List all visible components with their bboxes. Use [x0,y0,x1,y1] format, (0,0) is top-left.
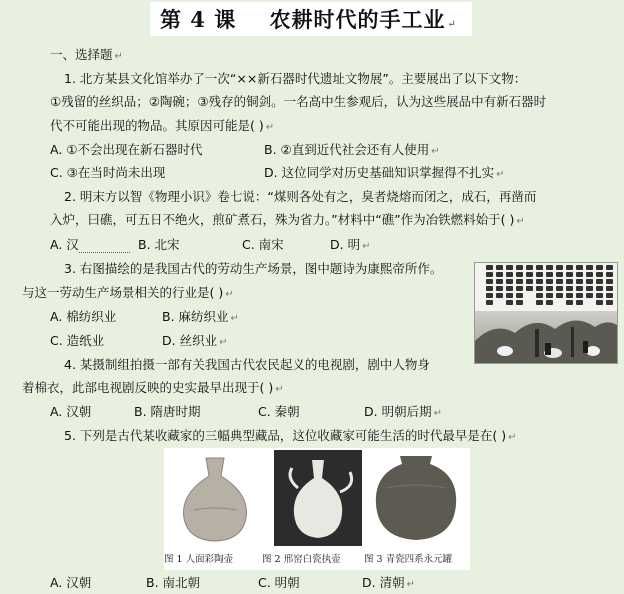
artifact-figures [164,448,470,570]
section-heading-text: 一、选择题 [50,47,113,62]
tree-and-figures-scene [475,311,617,363]
q1-option-b-text: B. ②直到近代社会还有人使用 [264,142,430,157]
q2-line2 [50,211,525,231]
q3-line2-text: 与这一劳动生产场景相关的行业是( ) [22,285,224,300]
q2-line2-text: 入炉，曰礁，可五日不绝火，煎矿煮石，殊为省力。”材料中“礁”作为冶铁燃料始于( ) [50,212,515,227]
q4-option-a: A. 汉朝 [50,404,92,419]
q1-option-b [264,141,440,161]
q2-option-d-text: D. 明 [330,237,361,252]
q3-option-b [162,308,239,328]
paragraph-mark-icon: ↵ [406,579,415,590]
section-heading [50,46,123,66]
paragraph-mark-icon: ↵ [230,313,239,324]
q4-option-b: B. 隋唐时期 [134,404,201,419]
paragraph-mark-icon: ↵ [447,19,457,30]
q4-option-d [364,403,442,423]
paragraph-mark-icon: ↵ [431,146,440,157]
q2-option-a [50,236,130,254]
q3-line2 [22,284,234,304]
q1-option-d-text: D. 这位同学对历史基础知识掌握得不扎实 [264,165,495,180]
celadon-four-lug-jar [376,456,456,540]
q4-line1: 4. 某摄制组拍摄一部有关我国古代农民起义的电视剧，剧中人物身 [64,357,430,372]
q4-line2-text: 着棉衣，此部电视剧反映的史实最早出现于( ) [22,380,274,395]
figure2-caption: 图 2 邢窑白瓷执壶 [262,554,341,565]
page-title [160,4,457,34]
q3-option-d-text: D. 丝织业 [162,333,218,348]
q2-option-a-text: A. 汉 [50,237,79,252]
labor-scene-painting [474,262,618,364]
q5-option-a: A. 汉朝 [50,575,92,590]
q5-line1 [64,427,517,447]
paragraph-mark-icon: ↵ [219,337,228,348]
figure1-caption: 图 1 人面彩陶壶 [164,554,234,565]
q1-option-a: A. ①不会出现在新石器时代 [50,142,203,157]
q5-option-b: B. 南北朝 [146,575,201,590]
paragraph-mark-icon: ↵ [433,408,442,419]
paragraph-mark-icon: ↵ [496,169,505,180]
q5-option-d [362,574,415,594]
title-text: 第 4 课 农耕时代的手工业 [160,7,446,32]
q3-option-d [162,332,227,352]
paragraph-mark-icon: ↵ [265,122,275,133]
paragraph-mark-icon: ↵ [516,216,525,227]
poem-calligraphy [479,265,613,311]
q2-option-c: C. 南宋 [242,237,284,252]
q4-line2 [22,379,284,399]
paragraph-mark-icon: ↵ [508,432,517,443]
q1-line3 [50,117,274,137]
paragraph-mark-icon: ↵ [275,384,284,395]
artifact-images [164,448,470,548]
q3-option-c: C. 造纸业 [50,333,105,348]
spell-check-underline [79,237,131,253]
paragraph-mark-icon: ↵ [362,241,371,252]
q4-option-d-text: D. 明朝后期 [364,404,432,419]
q1-option-d [264,164,504,184]
paragraph-mark-icon: ↵ [114,51,123,62]
paragraph-mark-icon: ↵ [225,289,234,300]
q4-option-c: C. 秦朝 [258,404,300,419]
q5-line1-text: 5. 下列是古代某收藏家的三幅典型藏品，这位收藏家可能生活的时代最早是在( ) [64,428,507,443]
q2-option-b: B. 北宋 [138,237,180,252]
q3-option-b-text: B. 麻纺织业 [162,309,229,324]
q5-option-d-text: D. 清朝 [362,575,405,590]
q1-line2: ①残留的丝织品；②陶碗；③残存的铜剑。一名高中生参观后，认为这些展品中有新石器时 [50,94,547,109]
white-porcelain-ewer [274,450,362,546]
q2-line1: 2. 明末方以智《物理小识》卷七说：“煤则各处有之，臭者烧熔而闭之，成石，再凿而 [64,189,537,204]
figure3-caption: 图 3 青瓷四系永元罐 [364,554,453,565]
q1-option-c: C. ③在当时尚未出现 [50,165,166,180]
q1-line3-text: 代不可能出现的物品。其原因可能是( ) [50,118,264,133]
q3-line1: 3. 右图描绘的是我国古代的劳动生产场景，图中题诗为康熙帝所作。 [64,261,443,276]
q2-option-d [330,236,370,256]
q5-option-c: C. 明朝 [258,575,300,590]
q3-option-a: A. 棉纺织业 [50,309,117,324]
q1-line1: 1. 北方某县文化馆举办了一次“××新石器时代遗址文物展”。主要展出了以下文物： [64,71,527,86]
painted-pottery-vase [184,458,247,541]
